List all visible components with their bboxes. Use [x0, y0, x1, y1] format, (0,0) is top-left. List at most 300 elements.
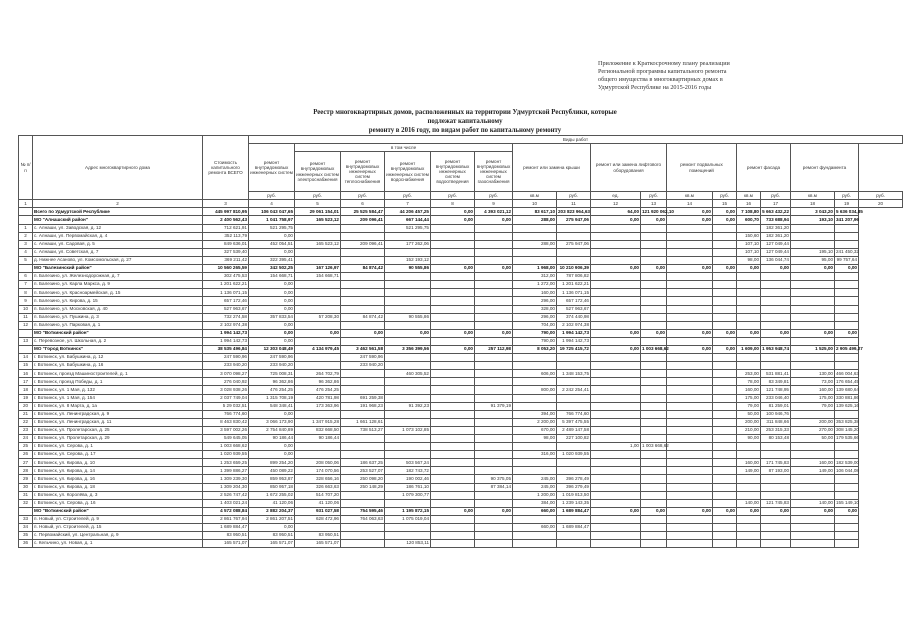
value-cell [737, 362, 761, 370]
value-cell: 247 590,96 [249, 354, 295, 362]
value-cell: 1 239 143,35 [557, 499, 591, 507]
value-cell: 80 153,48 [761, 435, 791, 443]
value-cell: 73,00 [791, 378, 835, 386]
header-subgroup: в том числе [295, 144, 513, 152]
value-cell: 193,10 [791, 216, 835, 224]
value-cell: 3 356 399,56 [385, 345, 431, 353]
value-cell [341, 256, 385, 264]
value-cell [641, 232, 667, 240]
value-cell: 0,00 [249, 321, 295, 329]
value-cell [295, 443, 341, 451]
value-cell: 1 309 239,30 [203, 475, 249, 483]
header-lift: ремонт или замена лифтового оборудования [591, 144, 667, 192]
value-cell [835, 281, 859, 289]
value-cell: 764 063,63 [341, 515, 385, 523]
value-cell: 160,00 [791, 386, 835, 394]
value-cell [385, 337, 431, 345]
value-cell: 0,00 [641, 265, 667, 273]
value-cell [667, 540, 713, 548]
value-cell: 3 462 561,58 [341, 345, 385, 353]
value-cell [295, 256, 341, 264]
value-cell: 250 098,20 [341, 475, 385, 483]
value-cell [667, 273, 713, 281]
address-cell: г. Воткинск, ул. Серова, д. 1 [33, 443, 203, 451]
value-cell [513, 362, 557, 370]
value-cell: 96 362,86 [295, 378, 341, 386]
value-cell [475, 321, 513, 329]
table-row [19, 240, 903, 248]
value-cell [341, 370, 385, 378]
value-cell: 0,00 [835, 507, 859, 515]
value-cell: 660,00 [513, 524, 557, 532]
value-cell: 0,00 [713, 507, 737, 515]
column-index-cell: 3 [203, 200, 249, 208]
value-cell [791, 362, 835, 370]
value-cell: 173 363,96 [295, 402, 341, 410]
value-cell: 1 041 758,97 [249, 216, 295, 224]
value-cell [761, 305, 791, 313]
value-cell [385, 281, 431, 289]
value-cell [431, 443, 475, 451]
value-cell: 452 054,51 [249, 240, 295, 248]
value-cell [557, 532, 591, 540]
value-cell [591, 451, 641, 459]
value-cell: 96 362,86 [249, 378, 295, 386]
value-cell [835, 524, 859, 532]
value-cell [791, 297, 835, 305]
value-cell [761, 321, 791, 329]
value-cell [591, 402, 641, 410]
value-cell [641, 281, 667, 289]
value-cell: 326 663,63 [295, 483, 341, 491]
value-cell [667, 443, 713, 451]
address-cell: п. Новый, ул. Строителей, д. 9 [33, 515, 203, 523]
value-cell: 0,00 [737, 265, 761, 273]
row-number-cell: 4 [19, 248, 33, 256]
address-cell: МО "Алнашский район" [33, 216, 203, 224]
value-cell: 396 278,49 [557, 475, 591, 483]
value-cell: 121 748,95 [761, 386, 791, 394]
table-row [19, 443, 903, 451]
value-cell [737, 337, 761, 345]
value-cell: 670,00 [513, 426, 557, 434]
value-cell: 0,00 [295, 329, 341, 337]
value-cell [641, 337, 667, 345]
value-cell: 253 527,07 [341, 467, 385, 475]
value-cell: 186 637,25 [341, 459, 385, 467]
value-cell [667, 289, 713, 297]
value-cell [713, 410, 737, 418]
value-cell: 209 096,41 [341, 240, 385, 248]
value-cell: 0,00 [431, 329, 475, 337]
value-cell [513, 224, 557, 232]
header-gas: ремонт внутридомовых инженерных систем газоснабжения [475, 152, 513, 192]
value-cell: 191 968,23 [341, 402, 385, 410]
value-cell: 233 940,20 [203, 362, 249, 370]
value-cell [591, 499, 641, 507]
value-cell [513, 459, 557, 467]
value-cell [667, 515, 713, 523]
value-cell [385, 378, 431, 386]
value-cell [761, 491, 791, 499]
row-number-cell: 11 [19, 313, 33, 321]
value-cell [667, 256, 713, 264]
value-cell: 4 134 979,45 [295, 345, 341, 353]
value-cell: 1,00 [591, 443, 641, 451]
unit-cell: кв.м [667, 192, 713, 200]
value-cell: 790,00 [513, 337, 557, 345]
value-cell [713, 402, 737, 410]
value-cell: 0,00 [713, 216, 737, 224]
value-cell: 1 347 915,28 [295, 418, 341, 426]
value-cell: 1 003 668,62 [641, 345, 667, 353]
value-cell [713, 232, 737, 240]
value-cell: 2 489 147,58 [557, 426, 591, 434]
value-cell: 3 066 173,90 [249, 418, 295, 426]
value-cell [385, 321, 431, 329]
address-cell: с. Кельчино, ул. Новая, д. 1 [33, 540, 203, 548]
value-cell [737, 354, 761, 362]
value-cell: 253 315,33 [761, 426, 791, 434]
value-cell: 3 070 098,27 [203, 370, 249, 378]
value-cell: 7 108,80 [737, 208, 761, 216]
value-cell: 0,00 [667, 216, 713, 224]
value-cell: 527 963,67 [557, 305, 591, 313]
value-cell: 1 609,00 [737, 345, 761, 353]
value-cell: 140,00 [737, 499, 761, 507]
value-cell [475, 281, 513, 289]
value-cell: 0,00 [591, 329, 641, 337]
value-cell [341, 435, 385, 443]
value-cell [667, 378, 713, 386]
value-cell [667, 426, 713, 434]
value-cell [713, 426, 737, 434]
value-cell: 667 144,44 [385, 216, 431, 224]
value-cell [713, 305, 737, 313]
value-cell: 342 502,25 [249, 265, 295, 273]
value-cell: 87 384,14 [475, 483, 513, 491]
value-cell [295, 337, 341, 345]
value-cell: 850 957,18 [249, 483, 295, 491]
value-cell [431, 337, 475, 345]
value-cell [835, 451, 859, 459]
value-cell [737, 540, 761, 548]
value-cell: 270,00 [791, 426, 835, 434]
value-cell [385, 273, 431, 281]
row-number-cell [19, 507, 33, 515]
address-cell: г. Воткинск, ул. Серова, д. 16 [33, 499, 203, 507]
address-cell: г. Воткинск, ул. Ленинградская, д. 11 [33, 418, 203, 426]
value-cell: 107,10 [737, 240, 761, 248]
value-cell [475, 354, 513, 362]
column-index-cell: 2 [33, 200, 203, 208]
value-cell: 79,00 [737, 402, 761, 410]
address-cell: МО "Город Воткинск" [33, 345, 203, 353]
value-cell: 276 040,92 [203, 378, 249, 386]
value-cell: 2 037 749,04 [203, 394, 249, 402]
value-cell: 0,00 [431, 345, 475, 353]
value-cell: 790,00 [513, 329, 557, 337]
value-cell [835, 354, 859, 362]
table-row [19, 426, 903, 434]
registry-table-wrapper [18, 135, 892, 633]
value-cell: 1 661 128,61 [341, 418, 385, 426]
value-cell [591, 515, 641, 523]
row-number-cell [19, 329, 33, 337]
value-cell [591, 426, 641, 434]
address-cell: г. Воткинск, ул. Кирова, д. 18 [33, 483, 203, 491]
value-cell [761, 540, 791, 548]
value-cell [791, 491, 835, 499]
value-cell [667, 224, 713, 232]
row-number-cell: 23 [19, 426, 33, 434]
value-cell: 296,00 [513, 297, 557, 305]
value-cell [341, 248, 385, 256]
column-index-cell: 5 [295, 200, 341, 208]
value-cell [667, 499, 713, 507]
value-cell: 149,00 [737, 467, 761, 475]
value-cell: 0,00 [475, 216, 513, 224]
value-cell: 527 963,67 [203, 305, 249, 313]
value-cell [667, 305, 713, 313]
value-cell: 0,00 [249, 524, 295, 532]
table-row [19, 281, 903, 289]
value-cell: 182 539,00 [835, 459, 859, 467]
value-cell [791, 540, 835, 548]
address-cell: г. Воткинск, проезд Победы, д. 1 [33, 378, 203, 386]
value-cell: 732 274,58 [203, 313, 249, 321]
value-cell: 8 463 830,42 [203, 418, 249, 426]
value-cell [641, 426, 667, 434]
value-cell [475, 451, 513, 459]
appendix-line: общего имущества в многоквартирных домах в [598, 76, 723, 83]
value-cell: 0,00 [761, 329, 791, 337]
value-cell [557, 459, 591, 467]
value-cell [475, 435, 513, 443]
value-cell [513, 532, 557, 540]
value-cell: 0,00 [475, 507, 513, 515]
row-number-cell [19, 216, 33, 224]
value-cell [591, 305, 641, 313]
value-cell [591, 297, 641, 305]
value-cell [513, 354, 557, 362]
value-cell [713, 248, 737, 256]
value-cell [591, 354, 641, 362]
value-cell [713, 467, 737, 475]
value-cell: 445 997 810,95 [203, 208, 249, 216]
header-works-group: Виды работ [249, 136, 903, 144]
address-cell: МО "Воткинский район" [33, 329, 203, 337]
value-cell [737, 524, 761, 532]
value-cell: 0,00 [713, 265, 737, 273]
value-cell: 0,00 [667, 507, 713, 515]
table-row [19, 402, 903, 410]
row-number-cell: 27 [19, 459, 33, 467]
value-cell: 175,00 [737, 394, 761, 402]
address-cell: г. Воткинск, ул. Пролетарская, д. 25 [33, 426, 203, 434]
address-cell: г. Воткинск, ул. 8 Марта, д. 1а [33, 402, 203, 410]
value-cell: 0,00 [431, 208, 475, 216]
value-cell [385, 362, 431, 370]
value-cell [835, 337, 859, 345]
address-cell: с. Алнаши, ул. Садовая, д. 5 [33, 240, 203, 248]
value-cell [431, 515, 475, 523]
value-cell [341, 297, 385, 305]
value-cell: 514 707,20 [295, 491, 341, 499]
value-cell [431, 451, 475, 459]
address-cell: г. Воткинск, ул. 1 Мая, д. 132 [33, 386, 203, 394]
value-cell [761, 443, 791, 451]
table-row [19, 540, 903, 548]
value-cell [513, 394, 557, 402]
value-cell [431, 435, 475, 443]
value-cell [431, 370, 475, 378]
registry-table [18, 135, 903, 548]
value-cell [513, 256, 557, 264]
value-cell: 5 29 032,51 [203, 402, 249, 410]
value-cell [591, 321, 641, 329]
value-cell: 165 523,12 [295, 216, 341, 224]
value-cell [295, 289, 341, 297]
row-number-cell: 36 [19, 540, 33, 548]
row-number-cell: 22 [19, 418, 33, 426]
value-cell: 0,00 [249, 329, 295, 337]
unit-cell: руб. [385, 192, 431, 200]
value-cell: 0,00 [431, 265, 475, 273]
value-cell: 1 994 142,73 [557, 337, 591, 345]
value-cell [737, 289, 761, 297]
column-index-cell: 14 [667, 200, 713, 208]
value-cell: 275 947,06 [557, 240, 591, 248]
value-cell [835, 313, 859, 321]
value-cell: 859 953,87 [249, 475, 295, 483]
address-cell: п. Новый, ул. Строителей, д. 15 [33, 524, 203, 532]
value-cell [835, 475, 859, 483]
value-cell [761, 297, 791, 305]
column-index-cell: 20 [859, 200, 903, 208]
row-number-cell: 6 [19, 273, 33, 281]
value-cell [835, 273, 859, 281]
value-cell [475, 297, 513, 305]
header-elec: ремонт внутридомовых инженерных систем электроснабжения [295, 152, 341, 192]
value-cell: 353 825,38 [835, 418, 859, 426]
column-index-cell: 16 [737, 200, 761, 208]
value-cell: 1 136 071,15 [203, 289, 249, 297]
value-cell: 0,00 [791, 507, 835, 515]
row-number-cell: 30 [19, 483, 33, 491]
table-row [19, 394, 903, 402]
value-cell [667, 410, 713, 418]
value-cell [737, 273, 761, 281]
table-row [19, 370, 903, 378]
value-cell: 10 560 265,59 [203, 265, 249, 273]
value-cell [791, 354, 835, 362]
municipality-row [19, 265, 903, 273]
value-cell [791, 240, 835, 248]
value-cell [713, 540, 737, 548]
header-total: Стоимость капитального ремонта ВСЕГО [203, 136, 249, 200]
value-cell [835, 297, 859, 305]
value-cell: 0,00 [737, 507, 761, 515]
value-cell: 2 200,00 [513, 418, 557, 426]
value-cell [713, 273, 737, 281]
address-cell: г. Воткинск, ул. Пролетарская, д. 29 [33, 435, 203, 443]
value-cell [557, 362, 591, 370]
value-cell [641, 540, 667, 548]
value-cell [557, 378, 591, 386]
table-row [19, 337, 903, 345]
value-cell: 160,00 [737, 386, 761, 394]
value-cell: 1 994 142,73 [203, 329, 249, 337]
value-cell [475, 224, 513, 232]
value-cell [431, 232, 475, 240]
value-cell: 245,00 [513, 475, 557, 483]
table-row [19, 491, 903, 499]
value-cell [713, 394, 737, 402]
value-cell [667, 402, 713, 410]
value-cell: 466 004,63 [835, 370, 859, 378]
value-cell [475, 426, 513, 434]
value-cell [591, 313, 641, 321]
value-cell: 2 754 840,89 [249, 426, 295, 434]
value-cell: 4 572 088,84 [203, 507, 249, 515]
value-cell [431, 273, 475, 281]
value-cell [295, 354, 341, 362]
value-cell [713, 483, 737, 491]
column-index-cell: 12 [591, 200, 641, 208]
value-cell: 394,00 [513, 410, 557, 418]
value-cell: 521 295,75 [385, 224, 431, 232]
value-cell [641, 532, 667, 540]
header-roof-sys: ремонт внутридомовых инженерных систем [249, 144, 295, 192]
value-cell [667, 435, 713, 443]
value-cell [475, 540, 513, 548]
value-cell: 0,00 [791, 329, 835, 337]
value-cell: 0,00 [667, 208, 713, 216]
value-cell [761, 451, 791, 459]
value-cell: 352 113,79 [203, 232, 249, 240]
value-cell [341, 305, 385, 313]
value-cell: 600,70 [737, 216, 761, 224]
row-number-cell: 10 [19, 305, 33, 313]
title-line: Реестр многоквартирных домов, расположенных на территории Удмуртской Республики, которые подлежат капитальному [313, 109, 617, 125]
row-number-cell: 18 [19, 386, 33, 394]
value-cell [591, 435, 641, 443]
value-cell: 0,00 [791, 265, 835, 273]
value-cell: 374 440,98 [557, 313, 591, 321]
value-cell: 849 636,01 [203, 240, 249, 248]
value-cell: 200,00 [737, 418, 761, 426]
value-cell [737, 451, 761, 459]
value-cell [475, 240, 513, 248]
appendix-note [598, 60, 898, 92]
unit-cell: кв.м [737, 192, 761, 200]
value-cell [713, 321, 737, 329]
value-cell: 691 259,38 [341, 394, 385, 402]
value-cell: 233 940,20 [249, 362, 295, 370]
value-cell: 3 597 002,26 [203, 426, 249, 434]
value-cell: 78,00 [737, 378, 761, 386]
column-index-cell: 6 [341, 200, 385, 208]
address-cell: Всего по Удмуртской Республике [33, 208, 203, 216]
value-cell [591, 410, 641, 418]
value-cell [667, 475, 713, 483]
value-cell [475, 410, 513, 418]
table-row [19, 289, 903, 297]
value-cell [667, 297, 713, 305]
value-cell: 127 049,44 [761, 248, 791, 256]
value-cell [713, 362, 737, 370]
